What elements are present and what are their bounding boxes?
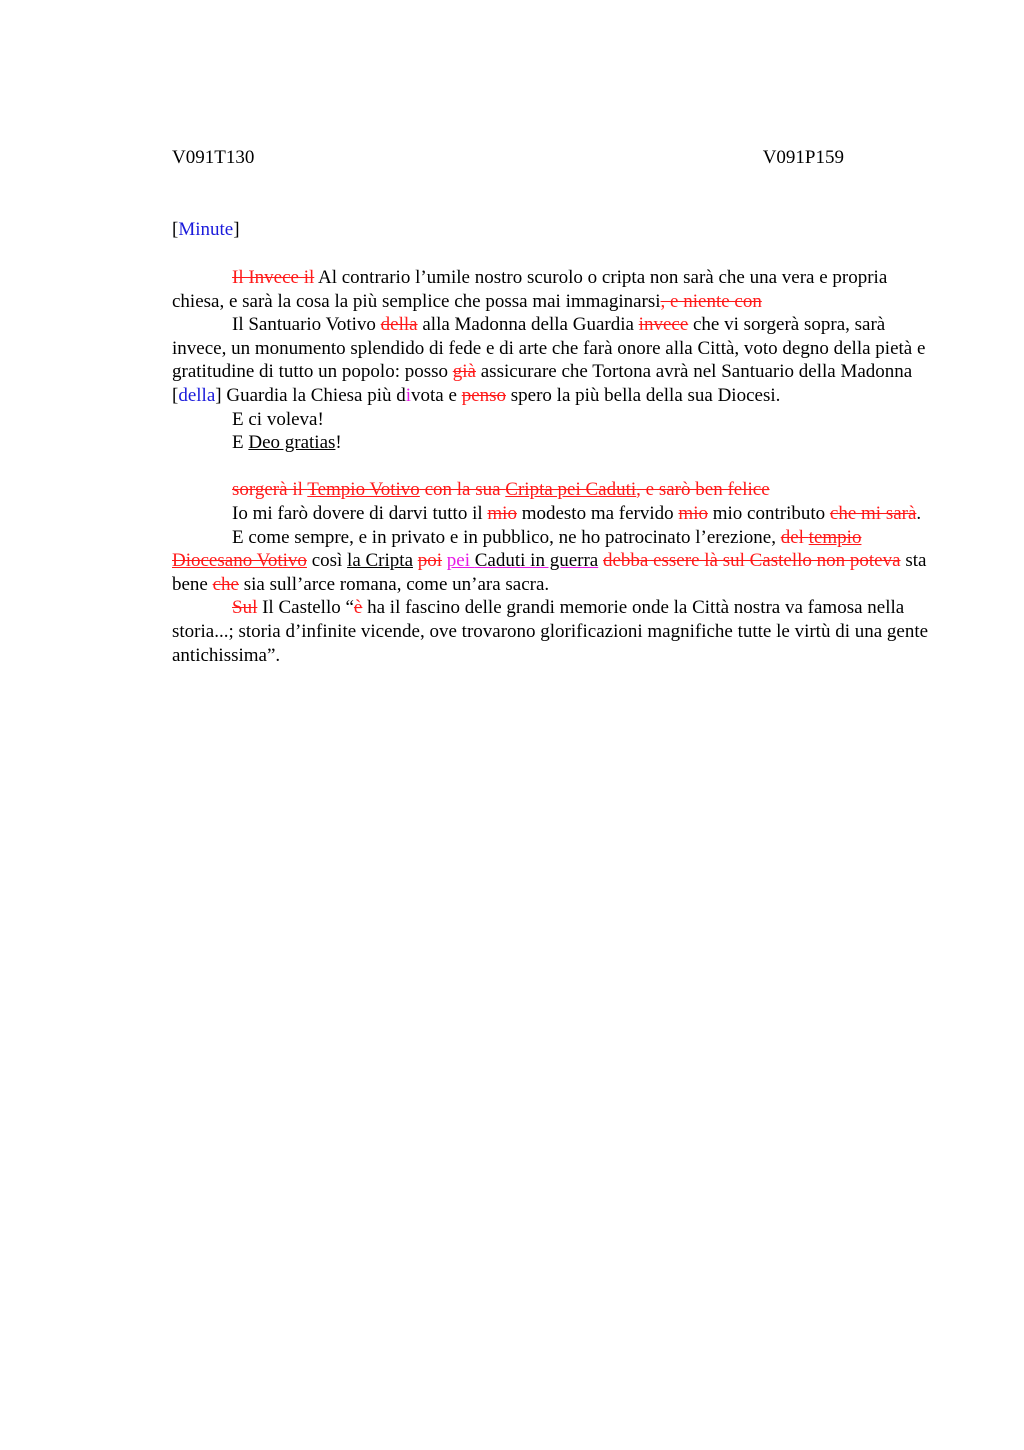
deleted-underlined-text: tempio Diocesano Votivo bbox=[172, 526, 862, 572]
text: ] Guardia la Chiesa più d bbox=[215, 384, 406, 406]
paragraph-7 bbox=[172, 526, 932, 597]
deleted-text: , e sarò ben felice bbox=[636, 479, 770, 501]
deleted-text: della bbox=[380, 314, 418, 336]
deleted-text: Sul bbox=[232, 597, 258, 619]
deleted-text: mio bbox=[487, 502, 517, 524]
text: Il Castello “ bbox=[257, 597, 354, 619]
deleted-text: mio bbox=[678, 502, 708, 524]
deleted-text: che mi sarà bbox=[829, 502, 917, 524]
text: sia sull’arce romana, come un’ara sacra. bbox=[239, 573, 550, 595]
underlined-text: Deo gratias bbox=[248, 432, 336, 454]
page-code: V091P159 bbox=[762, 147, 844, 168]
deleted-text: invece bbox=[638, 314, 689, 336]
text: sta bene bbox=[172, 550, 927, 595]
text: E come sempre, e in privato e in pubblico, ne ho patrocinato l’erezione, bbox=[232, 526, 781, 548]
deleted-underlined-text: Cripta pei Caduti bbox=[505, 479, 637, 501]
text: mio contributo bbox=[707, 502, 830, 524]
inserted-text: i bbox=[405, 384, 412, 406]
deleted-text: è bbox=[353, 597, 363, 619]
paragraph-4 bbox=[172, 431, 932, 455]
text: così bbox=[306, 550, 348, 572]
text: alla Madonna della Guardia bbox=[417, 314, 639, 336]
deleted-text: poi bbox=[417, 550, 443, 572]
text: assicurare che Tortona avrà nel Santuario della Madonna [ bbox=[172, 361, 913, 406]
deleted-text: sorgerà il bbox=[232, 479, 308, 501]
text: spero la più bella della sua Diocesi. bbox=[506, 384, 781, 406]
deleted-text: Il Invece il bbox=[232, 267, 315, 288]
text: ! bbox=[335, 432, 342, 454]
section-label: [Minute] bbox=[172, 219, 240, 240]
document-code: V091T130 bbox=[172, 147, 255, 168]
paragraph-8 bbox=[172, 596, 932, 667]
text: che vi sorgerà sopra, sarà invece, un monumento splendido di fede e di arte che farà onore alla Città, voto degno della pietà e gratitudine di tutto un popolo: posso bbox=[172, 314, 926, 383]
paragraph-6 bbox=[172, 502, 932, 526]
section-label-text: Minute bbox=[178, 219, 234, 240]
text: Io mi farò dovere di darvi tutto il bbox=[232, 502, 488, 524]
text: Al contrario l’umile nostro scurolo o cripta non sarà che una vera e propria chiesa, e sarà la cosa la più semplice che possa mai immaginarsi bbox=[172, 267, 888, 312]
transcription-body bbox=[172, 266, 932, 667]
underlined-text: Caduti in guerra bbox=[474, 550, 599, 572]
text: E ci voleva! bbox=[232, 408, 324, 430]
inserted-text: pei bbox=[446, 550, 475, 572]
deleted-text: con la sua bbox=[419, 479, 506, 501]
page-header bbox=[172, 146, 844, 170]
text: Il Santuario Votivo bbox=[232, 314, 381, 336]
text: ha il fascino delle grandi memorie onde la Città nostra va famosa nella storia...; storia d’infinite vicende, ove trovarono glorificazioni magnifiche tutte le virtù di una gente antichissima”. bbox=[172, 597, 929, 666]
text: E bbox=[232, 432, 249, 454]
text: modesto ma fervido bbox=[516, 502, 679, 524]
deleted-text: già bbox=[452, 361, 476, 383]
paragraph-3 bbox=[172, 408, 932, 432]
underlined-text: la Cripta bbox=[347, 550, 413, 572]
paragraph-2 bbox=[172, 313, 932, 407]
deleted-text: che bbox=[212, 573, 239, 595]
deleted-text: , e niente con bbox=[660, 290, 762, 312]
paragraph-1 bbox=[172, 266, 932, 313]
deleted-text: del bbox=[780, 526, 809, 548]
deleted-text: debba essere là sul Castello non poteva bbox=[602, 550, 901, 572]
editorial-insertion: della bbox=[178, 384, 216, 406]
deleted-underlined-text: Tempio Votivo bbox=[307, 479, 420, 501]
paragraph-5 bbox=[172, 478, 932, 502]
text: . bbox=[916, 502, 922, 524]
text: vota e bbox=[411, 384, 462, 406]
deleted-text: penso bbox=[461, 384, 507, 406]
